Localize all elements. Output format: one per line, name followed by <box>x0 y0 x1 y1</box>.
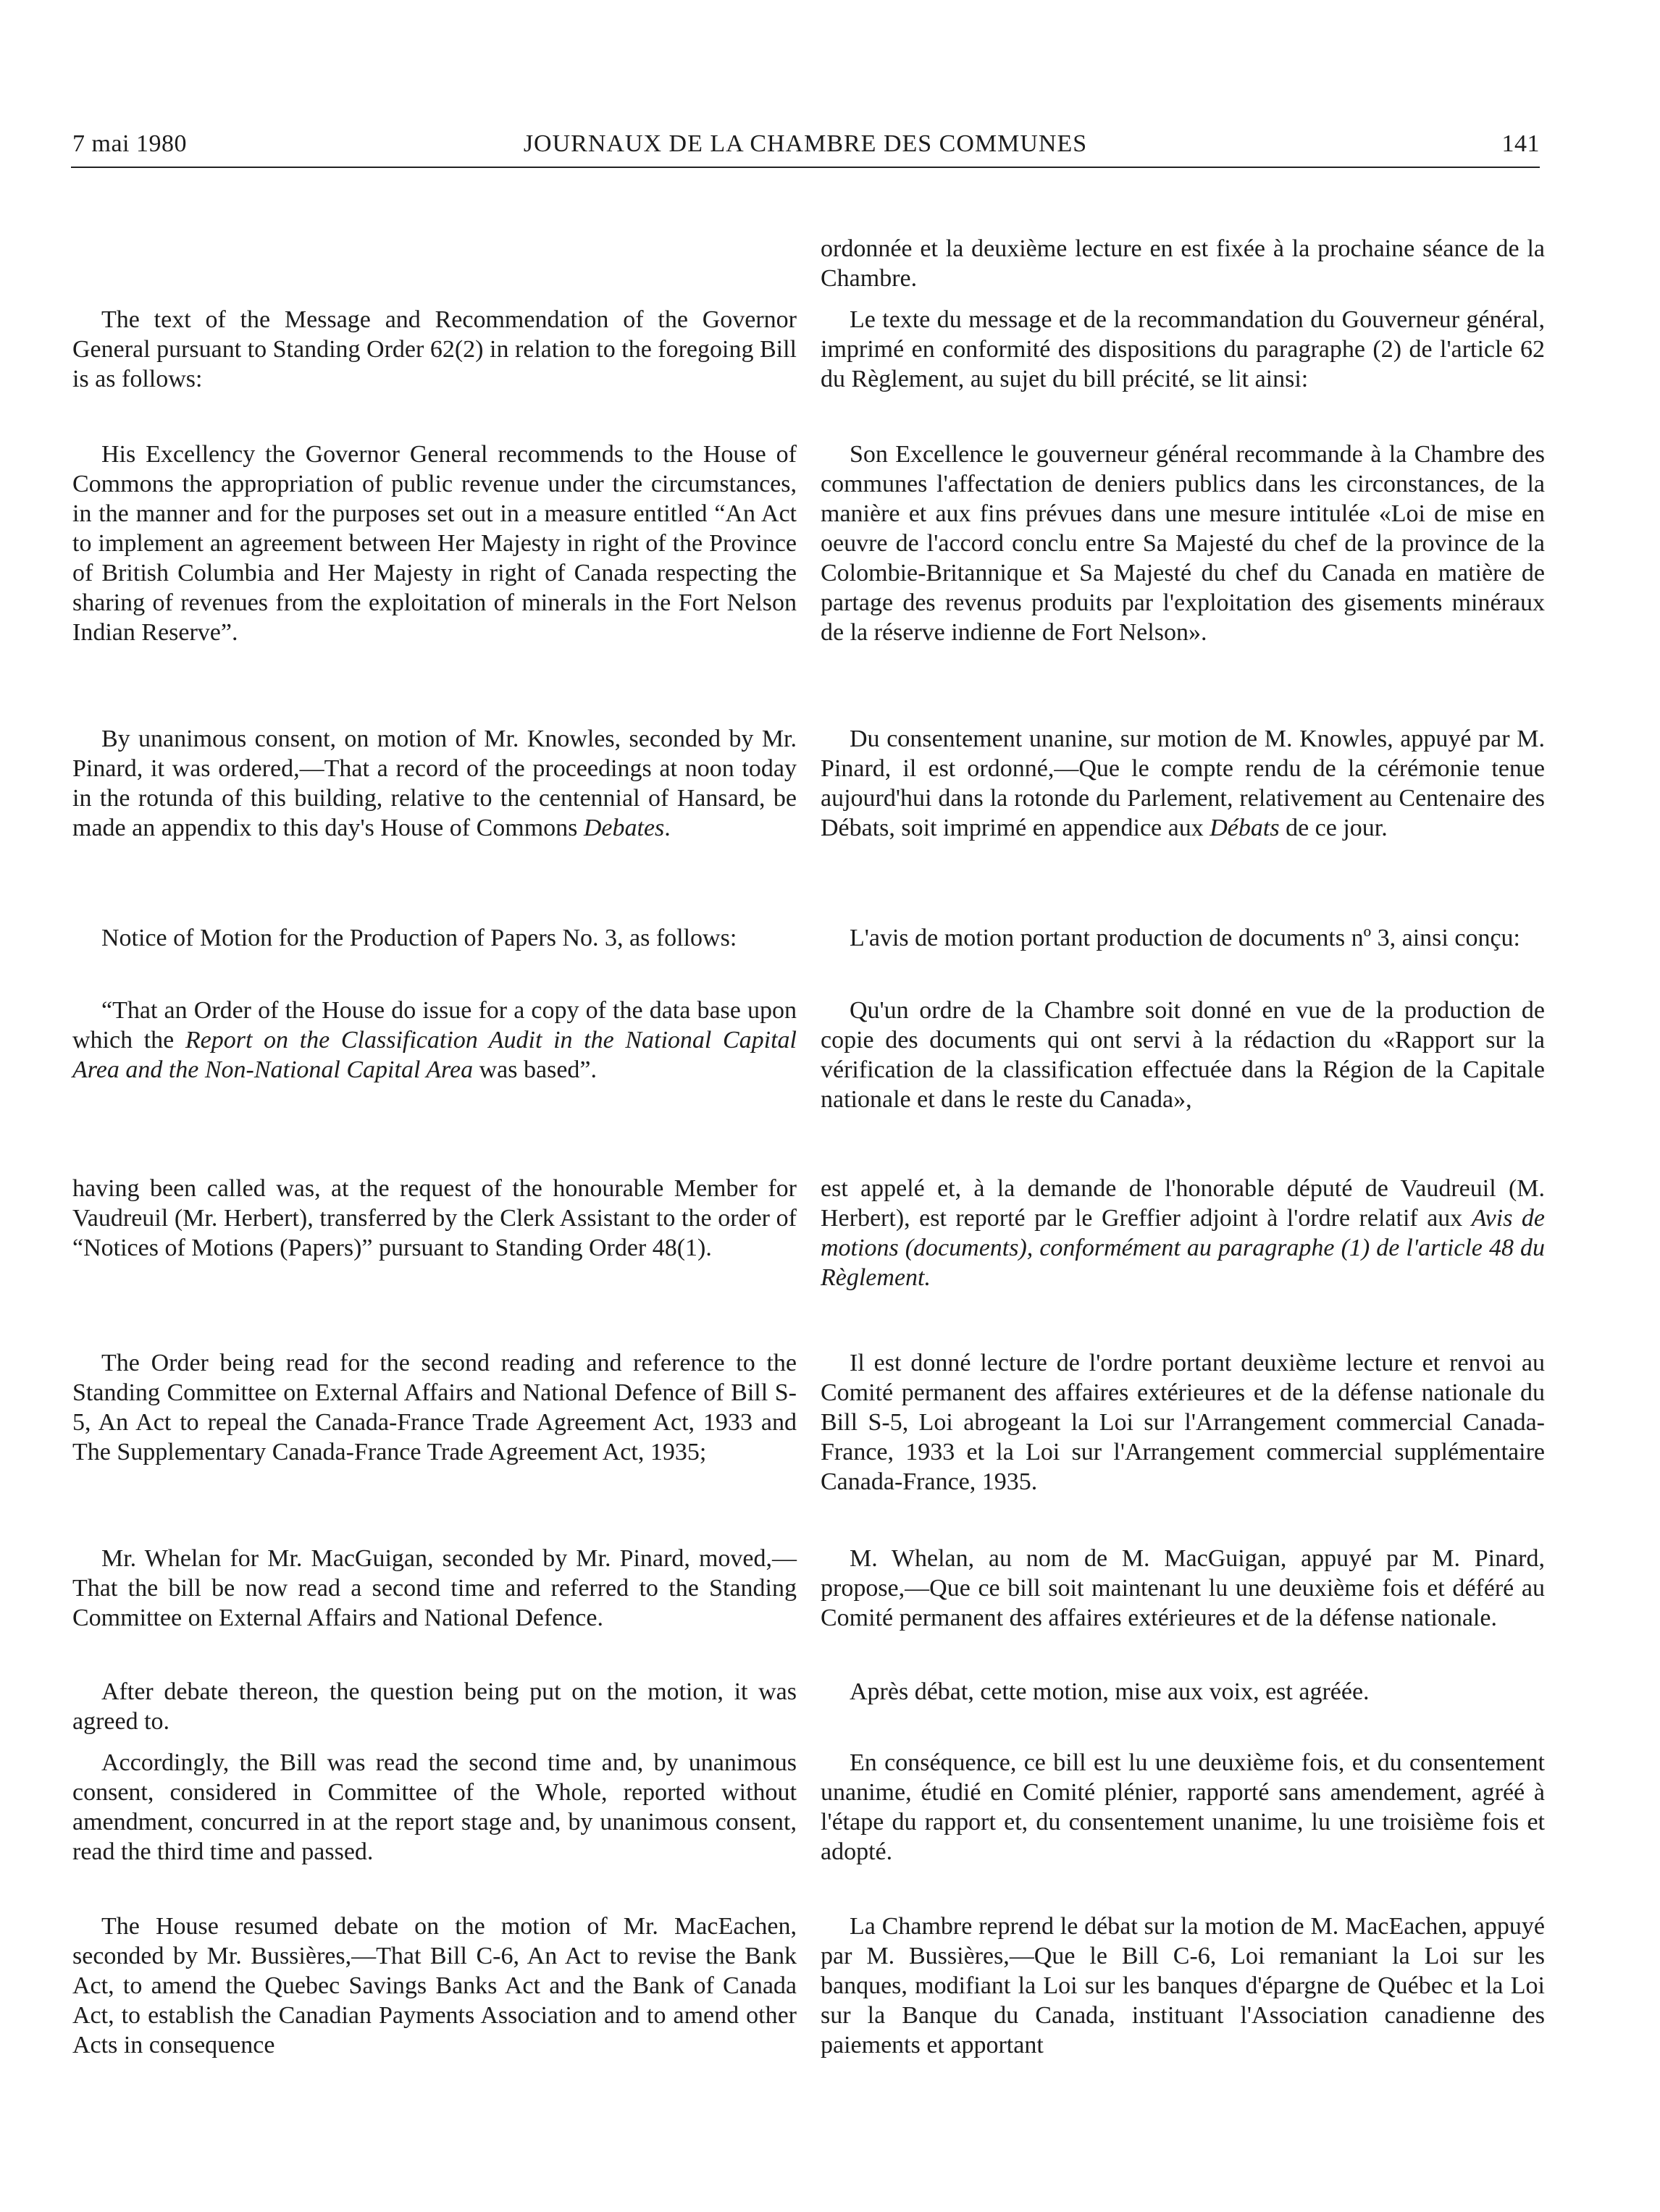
fr-bill-s5-order-paragraph: Il est donné lecture de l'ordre portant deuxième lecture et renvoi au Comité permanent des affaires extérieures et de la défense nationale du Bill S-5, Loi abrogeant la Loi sur l'Arrangement commercial Canada-France, 1933 et la Loi sur l'Arrangement commercial supplémentaire Canada-France, 1935. <box>821 1350 1545 1495</box>
notice-of-motion-paragraph: Notice of Motion for the Production of Papers No. 3, as follows: <box>101 925 737 951</box>
order-quote-paragraph <box>72 996 797 1085</box>
fr-continuation-paragraph: ordonnée et la deuxième lecture en est fixée à la prochaine séance de la Chambre. <box>821 235 1545 292</box>
fr-bill-c6-debate-paragraph: La Chambre reprend le débat sur la motion de M. MacEachen, appuyé par M. Bussières,—Que le Bill C-6, Loi remaniant la Loi sur les banques, modifiant la Loi sur les banques d'épargne de Québec et la Loi sur la Banque du Canada, instituant l'Association canadienne des paiements et apportant <box>821 1913 1545 2058</box>
fr-transfer-paragraph <box>821 1174 1545 1292</box>
bill-passed-paragraph: Accordingly, the Bill was read the second time and, by unanimous consent, considered in Committee of the Whole, reported without amendment, concurred in at the report stage and, by unanimous consent, read the third time and passed. <box>72 1749 797 1865</box>
fr-hansard-motion-paragraph <box>821 724 1545 843</box>
fr-transfer-text: est appelé et, à la demande de l'honorable député de Vaudreuil (M. Herbert), est reporté par le Greffier adjoint à l'ordre relatif aux <box>821 1175 1545 1232</box>
journal-title: JOURNAUX DE LA CHAMBRE DES COMMUNES <box>523 130 1088 157</box>
order-quote-end: was based”. <box>473 1056 598 1083</box>
message-intro-paragraph: The text of the Message and Recommendation of the Governor General pursuant to Standing Order 62(2) in relation to the foregoing Bill is as follows: <box>72 306 797 392</box>
bill-c6-debate-paragraph: The House resumed debate on the motion of Mr. MacEachen, seconded by Mr. Bussières,—That Bill C-6, An Act to revise the Bank Act, to amend the Quebec Savings Banks Act and the Bank of Canada Act, to establish the Canadian Payments Association and to amend other Acts in consequence <box>72 1913 797 2058</box>
page-number: 141 <box>1501 130 1540 157</box>
whelan-motion-paragraph: Mr. Whelan for Mr. MacGuigan, seconded by Mr. Pinard, moved,—That the bill be now read a second time and referred to the Standing Committee on External Affairs and National Defence. <box>72 1545 797 1631</box>
fr-recommendation-paragraph: Son Excellence le gouverneur général recommande à la Chambre des communes l'affectation de deniers publics dans les circonstances, de la manière et aux fins prévues dans une mesure intitulée «Loi de mise en oeuvre de l'accord conclu entre Sa Majesté du chef de la province de la Colombie-Britannique et Sa Majesté du chef du Canada en matière de partage des revenus produits par l'exploitation des gisements minéraux de la réserve indienne de Fort Nelson». <box>821 441 1545 646</box>
fr-hansard-motion-text: Du consentement unanine, sur motion de M. Knowles, appuyé par M. Pinard, il est ordonné,—Que le compte rendu de la cérémonie tenue aujourd'hui dans la rotonde du Parlement, relativement au Centenaire des Débats, soit imprimé en appendice aux <box>821 726 1545 841</box>
running-header <box>71 126 1540 168</box>
fr-message-intro-paragraph: Le texte du message et de la recommandation du Gouverneur général, imprimé en conformité des dispositions du paragraphe (2) de l'article 62 du Règlement, au sujet du bill précité, se lit ainsi: <box>821 306 1545 392</box>
debates-italic: Debates <box>583 815 665 841</box>
fr-hansard-motion-end: de ce jour. <box>1279 815 1388 841</box>
header-date: 7 mai 1980 <box>72 130 187 157</box>
report-title-italic: Report on the Classification Audit in the National Capital Area and the Non-National Capital Area <box>72 1027 797 1083</box>
debate-agreed-paragraph: After debate thereon, the question being put on the motion, it was agreed to. <box>72 1678 797 1735</box>
fr-notice-of-motion-paragraph: L'avis de motion portant production de documents nº 3, ainsi conçu: <box>850 925 1520 951</box>
fr-bill-passed-paragraph: En conséquence, ce bill est lu une deuxième fois, et du consentement unanime, étudié en Comité plénier, rapporté sans amendement, agréé à l'étape du rapport et, du consentement unanime, lu une troisième fois et adopté. <box>821 1749 1545 1865</box>
fr-debate-agreed-paragraph: Après débat, cette motion, mise aux voix, est agréée. <box>850 1678 1370 1705</box>
order-quote-start: “That an Order of the House do issue for a copy of the data base upon which the <box>72 997 797 1054</box>
hansard-motion-paragraph <box>72 724 797 843</box>
fr-order-quote-paragraph: Qu'un ordre de la Chambre soit donné en vue de la production de copie des documents qui ont servi à la rédaction du «Rapport sur la vérification de la classification effectuée dans la Région de la Capitale nationale et dans le reste du Canada», <box>821 997 1545 1113</box>
fr-whelan-motion-paragraph: M. Whelan, au nom de M. MacGuigan, appuyé par M. Pinard, propose,—Que ce bill soit maintenant lu une deuxième fois et déféré au Comité permanent des affaires extérieures et de la défense nationale. <box>821 1545 1545 1631</box>
fr-debats-italic: Débats <box>1210 815 1280 841</box>
bill-s5-order-paragraph: The Order being read for the second reading and reference to the Standing Committee on External Affairs and National Defence of Bill S-5, An Act to repeal the Canada-France Trade Agreement Act, 1933 and The Supplementary Canada-France Trade Agreement Act, 1935; <box>72 1350 797 1465</box>
hansard-motion-text: By unanimous consent, on motion of Mr. Knowles, seconded by Mr. Pinard, it was ordered,—That a record of the proceedings at noon today in the rotunda of this building, relative to the centennial of Hansard, be made an appendix to this day's House of Commons <box>72 726 797 841</box>
transfer-paragraph: having been called was, at the request of the honourable Member for Vaudreuil (Mr. Herbert), transferred by the Clerk Assistant to the order of “Notices of Motions (Papers)” pursuant to Standing Order 48(1). <box>72 1175 797 1261</box>
fr-transfer-italic: Avis de motions (documents), conformément au paragraphe (1) de l'article 48 du Règlement. <box>821 1205 1545 1291</box>
recommendation-paragraph: His Excellency the Governor General recommends to the House of Commons the appropriation of public revenue under the circumstances, in the manner and for the purposes set out in a measure entitled “An Act to implement an agreement between Her Majesty in right of the Province of British Columbia and Her Majesty in right of Canada respecting the sharing of revenues from the exploitation of minerals in the Fort Nelson Indian Reserve”. <box>72 441 797 646</box>
hansard-motion-end: . <box>664 815 671 841</box>
